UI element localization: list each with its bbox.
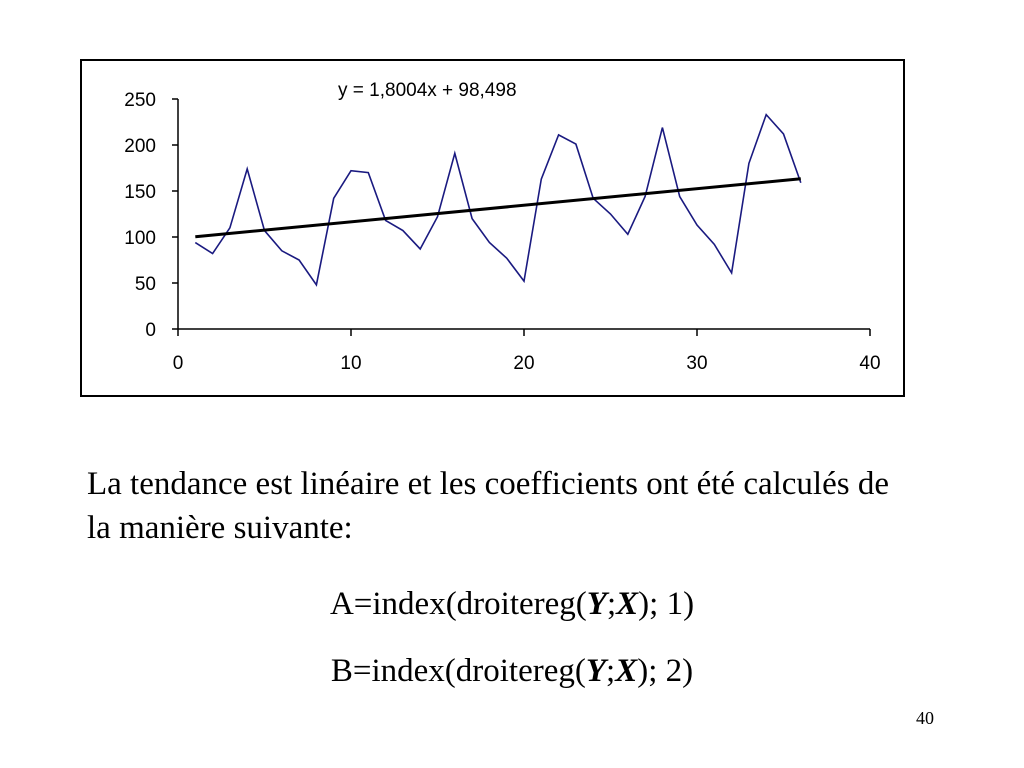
- x-tick-label: 0: [172, 353, 184, 374]
- trendline-equation: y = 1,8004x + 98,498: [338, 80, 517, 101]
- y-tick-label: 0: [145, 320, 156, 341]
- description-paragraph: La tendance est linéaire et les coefficients ont été calculés de la manière suivante:: [87, 466, 889, 546]
- formula-a-sep: ;: [606, 586, 617, 622]
- x-tick-label: 40: [859, 353, 881, 374]
- x-tick-label: 10: [340, 353, 362, 374]
- formula-a-x: X: [616, 586, 639, 622]
- series-layer: [195, 115, 801, 285]
- formula-b-sep: ;: [606, 653, 616, 689]
- y-tick-label: 150: [124, 182, 156, 203]
- chart-frame: [80, 59, 905, 397]
- formula-b-prefix: B=index(droitereg(: [330, 653, 586, 689]
- series-line: [195, 115, 801, 285]
- chart-axes: [178, 99, 870, 329]
- x-tick-label: 30: [686, 353, 708, 374]
- page-number: 40: [916, 708, 934, 728]
- trend-layer: [195, 179, 801, 237]
- x-tick-label: 20: [513, 353, 535, 374]
- x-axis-ticks: [173, 329, 881, 374]
- formula-b-x: X: [615, 653, 638, 689]
- trendline: [195, 179, 801, 237]
- formula-a-prefix: A=index(droitereg(: [329, 586, 587, 622]
- formula-b-suffix: ); 2): [637, 653, 694, 689]
- formula-a-suffix: ); 1): [638, 586, 695, 622]
- y-tick-label: 200: [124, 136, 156, 157]
- formula-b: [0, 653, 1024, 690]
- y-axis-ticks: [124, 90, 178, 341]
- y-tick-label: 250: [124, 90, 156, 111]
- formula-b-y: Y: [585, 653, 607, 689]
- formula-a: [0, 586, 1024, 623]
- line-chart: [82, 61, 907, 399]
- y-tick-label: 50: [134, 274, 156, 295]
- y-tick-label: 100: [124, 228, 156, 249]
- formula-a-y: Y: [586, 586, 607, 622]
